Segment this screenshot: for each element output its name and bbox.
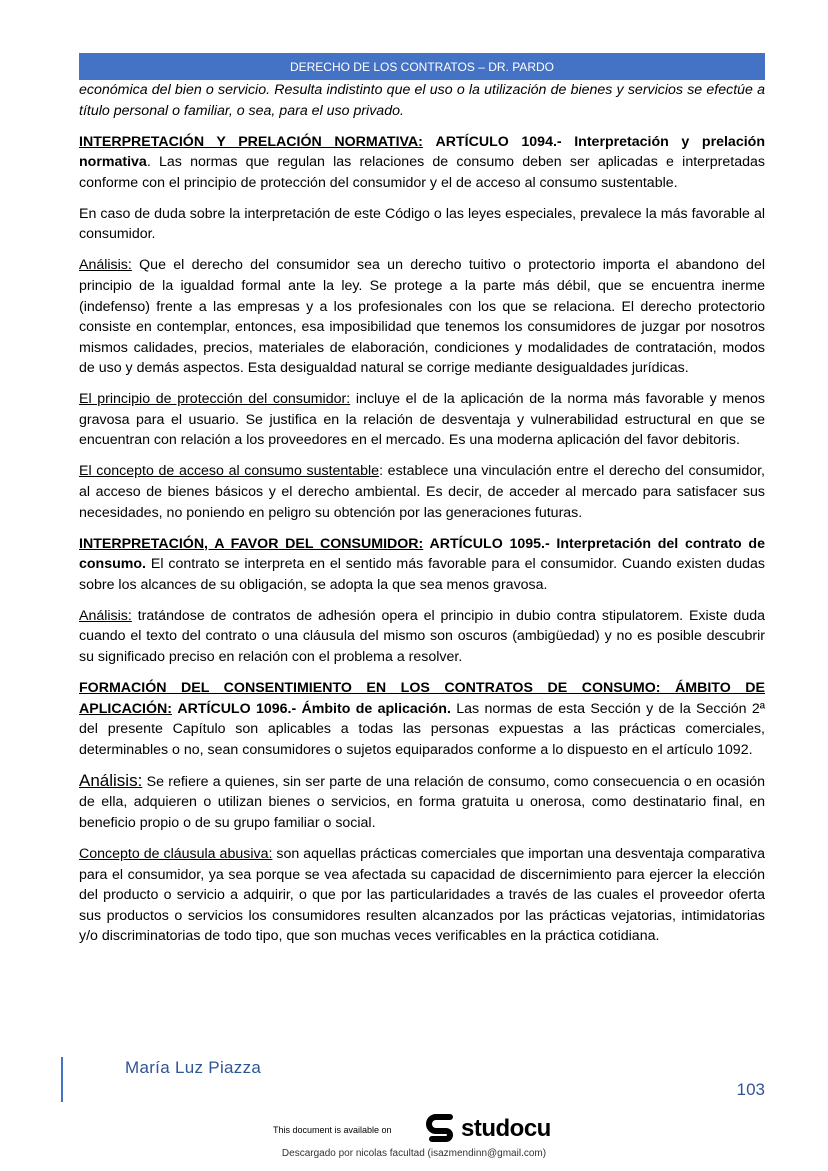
analisis-3-text: Se refiere a quienes, sin ser parte de una relación de consumo, como consecuencia o en ocasión de ella, adquieren o utilizan bienes o servicios, en forma gratuita u onerosa, como destinatario final, en beneficio propio o de su grupo familiar o social. (79, 773, 765, 831)
section-1095-body: El contrato se interpreta en el sentido más favorable para el consumidor. Cuando existen dudas sobre los alcances de su obligación, se adopta la que sea menos gravosa. (79, 556, 765, 593)
section-1096-article: ARTÍCULO 1096.- Ámbito de aplicación. (177, 700, 451, 717)
principio-proteccion (79, 389, 765, 451)
footer-accent-bar (61, 1057, 63, 1102)
principio-label: El principio de protección del consumidor: (79, 391, 351, 408)
clausula-text: son aquellas prácticas comerciales que importan una desventaja comparativa para el consumidor, ya sea porque se vea afectada su capacidad de discernimiento para ejercer la elección del producto o servicio a adquirir, o que por las particularidades a través de las cuales el proveedor oferta sus productos o servicios los consumidores resulten alcanzados por las prácticas vejatorias, intimidatorias y/o discriminatorias de todo tipo, que son muchas veces verificables en la práctica cotidiana. (79, 845, 765, 945)
section-1094-paragraph-2: En caso de duda sobre la interpretación de este Código o las leyes especiales, prevalece la más favorable al consumidor. (79, 205, 765, 243)
section-1094-article: ARTÍCULO 1094.- Interpretación y prelación normativa (79, 133, 765, 171)
section-1096-body: Las normas de esta Sección y de la Sección 2ª del presente Capítulo son aplicables a todas las personas expuestas a las prácticas comerciales, determinables o no, sean consumidores o sujetos equiparados conforme a lo dispuesto en el artículo 1092. (79, 700, 765, 758)
section-1094 (79, 132, 765, 194)
concepto-acceso (79, 461, 765, 523)
intro-paragraph: económica del bien o servicio. Resulta indistinto que el uso o la utilización de bienes y servicios se efectúe a título personal o familiar, o sea, para el uso privado. (79, 82, 765, 119)
document-body (79, 80, 765, 957)
concepto-acceso-label: El concepto de acceso al consumo sustentable (79, 463, 380, 480)
analisis-1-text: Que el derecho del consumidor sea un derecho tuitivo o protectorio importa el abandono del principio de la igualdad formal ante la ley. Se protege a la parte más débil, que se encuentra inerme (indefenso) frente a las empresas y a los profesionales con los que se relaciona. El derecho protectorio consiste en contemplar, entonces, esa imposibilidad que tenemos los consumidores de juzgar por nosotros mismos calidades, precios, materiales de elaboración, condiciones y modalidades de contratación, modos de uso y demás aspectos. Esta desigualdad natural se corrige mediante desigualdades jurídicas. (79, 257, 765, 377)
footer-author: María Luz Piazza (125, 1058, 262, 1077)
availability-text: This document is available on (273, 1125, 392, 1135)
analisis-2 (79, 606, 765, 668)
section-1094-heading: INTERPRETACIÓN Y PRELACIÓN NORMATIVA: (79, 133, 423, 150)
section-1095-heading: INTERPRETACIÓN, A FAVOR DEL CONSUMIDOR: (79, 535, 424, 552)
analisis-2-label: Análisis: (79, 607, 132, 624)
section-1096 (79, 678, 765, 760)
download-notice: Descargado por nicolas facultad (isazmendinn@gmail.com) (281, 1148, 547, 1159)
analisis-3-label: Análisis: (79, 770, 143, 790)
principio-text: incluye el de la aplicación de la norma más favorable y menos gravosa para el usuario. Se justifica en la relación de desventaja y vulnerabilidad estructural en que se encuentran con relación a los proveedores en el mercado. Es una moderna aplicación del favor debitoris. (79, 391, 766, 449)
concepto-acceso-text: : establece una vinculación entre el derecho del consumidor, al acceso de bienes básicos y el derecho ambiental. Es decir, de acceder al mercado para satisfacer sus necesidades, no poniendo en peligro su obtención por las generaciones futuras. (79, 463, 765, 521)
analisis-1 (79, 255, 765, 379)
analisis-1-label: Análisis: (79, 257, 132, 274)
page-number: 103 (736, 1080, 765, 1099)
studocu-logo-text: studocu (461, 1115, 551, 1142)
analisis-2-text: tratándose de contratos de adhesión opera el principio in dubio contra stipulatorem. Existe duda cuando el texto del contrato o una cláusula del mismo son oscuros (ambigüedad) y no es posible descubrir su significado preciso en relación con el problema a resolver. (79, 607, 765, 665)
studocu-logo-icon (424, 1112, 458, 1146)
section-1095 (79, 534, 765, 596)
section-1094-body: . Las normas que regulan las relaciones de consumo deben ser aplicadas e interpretadas conforme con el principio de protección del consumidor y el de acceso al consumo sustentable. (79, 154, 765, 191)
analisis-3 (79, 771, 765, 834)
running-header (79, 53, 765, 80)
section-1096-heading: FORMACIÓN DEL CONSENTIMIENTO EN LOS CONTRATOS DE CONSUMO: ÁMBITO DE APLICACIÓN: (79, 679, 765, 717)
clausula-label: Concepto de cláusula abusiva: (79, 845, 273, 862)
studocu-logo[interactable] (424, 1112, 551, 1146)
clausula-abusiva (79, 844, 765, 947)
header-title: DERECHO DE LOS CONTRATOS – DR. PARDO (289, 59, 555, 74)
section-1095-article: ARTÍCULO 1095.- Interpretación del contrato de consumo. (79, 535, 765, 573)
